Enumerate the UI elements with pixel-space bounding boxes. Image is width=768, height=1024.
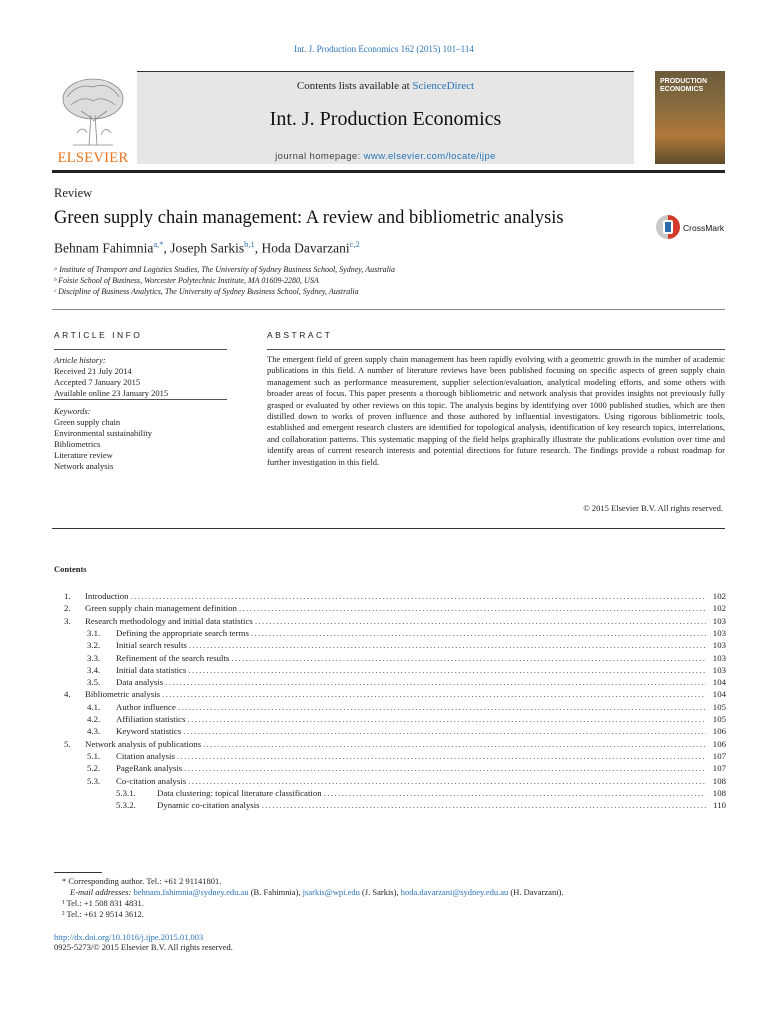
toc-entry[interactable] — [54, 776, 726, 788]
banner-top-rule — [137, 71, 634, 72]
abstract-rule — [267, 349, 725, 350]
author-affiliation-marker[interactable]: a,* — [153, 239, 164, 249]
toc-entry-title[interactable]: Initial data statistics — [116, 664, 187, 675]
toc-leader-dots — [162, 689, 706, 699]
toc-entry-number: 5. — [64, 738, 71, 749]
author-name[interactable]: Joseph Sarkis — [170, 240, 245, 256]
email-owner: (B. Fahimnia), — [248, 887, 303, 897]
footnote-2: ² Tel.: +61 2 9514 3612. — [62, 909, 144, 919]
toc-entry-number: 3.2. — [87, 640, 101, 651]
toc-entry[interactable] — [54, 665, 726, 677]
toc-entry-page[interactable]: 104 — [712, 689, 726, 700]
toc-entry-title[interactable]: Green supply chain management definition — [85, 603, 237, 614]
toc-entry-title[interactable]: Citation analysis — [116, 750, 175, 761]
toc-leader-dots — [203, 739, 706, 749]
abstract-heading: ABSTRACT — [267, 330, 333, 340]
toc-entry-number: 5.1. — [87, 750, 101, 761]
email-link[interactable]: jsarkis@wpi.edu — [302, 887, 360, 897]
toc-entry-title[interactable]: Co-citation analysis — [116, 775, 187, 786]
keyword: Literature review — [54, 450, 113, 460]
header-divider — [52, 170, 725, 173]
toc-entry-number: 3.4. — [87, 664, 101, 675]
article-title: Green supply chain management: A review and bibliometric analysis — [54, 208, 564, 228]
toc-leader-dots — [183, 726, 706, 736]
article-info-heading: ARTICLE INFO — [54, 330, 143, 340]
toc-entry[interactable] — [54, 677, 726, 689]
toc-entry-title[interactable]: Introduction — [85, 591, 129, 601]
doi-link[interactable]: http://dx.doi.org/10.1016/j.ijpe.2015.01.003 — [54, 932, 204, 942]
toc-entry[interactable] — [54, 726, 726, 738]
toc-entry-title[interactable]: Initial search results — [116, 640, 187, 651]
toc-leader-dots — [324, 788, 706, 798]
toc-leader-dots — [188, 776, 706, 786]
toc-entry-page[interactable]: 106 — [712, 738, 726, 749]
email-link[interactable]: hoda.davarzani@sydney.edu.au — [400, 887, 509, 897]
toc-entry[interactable] — [54, 739, 726, 751]
contents-heading: Contents — [54, 564, 87, 574]
author-name[interactable]: Hoda Davarzani — [261, 240, 350, 256]
contents-available-line — [137, 80, 634, 92]
toc-entry-title[interactable]: Data analysis — [116, 677, 164, 688]
author-list — [54, 239, 360, 257]
corresponding-author-note: * Corresponding author. Tel.: +61 2 91141801. — [62, 876, 222, 886]
toc-leader-dots — [188, 665, 706, 675]
toc-entry-number: 4. — [64, 689, 71, 700]
toc-entry-page[interactable]: 110 — [713, 800, 726, 811]
article-type: Review — [54, 186, 93, 200]
toc-entry-title[interactable]: Research methodology and initial data statistics — [85, 615, 253, 626]
toc-entry-page[interactable]: 107 — [712, 763, 726, 774]
contents-available-prefix: Contents lists available at — [296, 80, 413, 92]
author-affiliation-marker[interactable]: b,1 — [244, 239, 255, 249]
keywords-label: Keywords: — [54, 406, 91, 416]
toc-entry-title[interactable]: Defining the appropriate search terms — [116, 627, 249, 638]
keyword: Environmental sustainability — [54, 428, 152, 438]
toc-entry[interactable] — [54, 640, 726, 652]
toc-entry-page[interactable]: 103 — [712, 615, 726, 626]
toc-leader-dots — [262, 800, 706, 810]
history-accepted: Accepted 7 January 2015 — [54, 377, 141, 387]
email-label: E-mail addresses: — [70, 887, 134, 897]
footnote-1: ¹ Tel.: +1 508 831 4831. — [62, 898, 144, 908]
crossmark-icon — [654, 212, 682, 242]
toc-entry-number: 3.3. — [87, 652, 101, 663]
keyword: Bibliometrics — [54, 439, 101, 449]
toc-entry-number: 1. — [64, 591, 71, 601]
section-divider — [52, 528, 725, 529]
affiliation-b: ᵇ Foisie School of Business, Worcester Polytechnic Institute, MA 01609-2280, USA — [54, 276, 319, 285]
sciencedirect-link[interactable]: ScienceDirect — [412, 80, 475, 92]
abstract-body: The emergent field of green supply chain management has been rapidly evolving with a geometric growth in the number of academic publications in this field. A number of literature reviews have been published focusing on specific aspects of green supply chain management such as performance measurement, supplier selection/evaluation, analytical modeling efforts, and some others with broader areas of focus. This paper presents a thorough bibliometric and network analysis that provides insights not previously fully grasped or evaluated by other reviews on this topic. The analysis begins by identifying over 1000 published studies, which are then distilled down to works of proven influence and those authored by influential investigators. Using rigorous bibliometric tools, established and emergent research clusters are identified for topological analysis, identification of key research topics, interrelations, and collaboration patterns. This systematic mapping of the field helps graphically illustrate the publications evolution over time and identify areas of current research interests and potential directions for future research. The findings provide a robust roadmap for further investigation in this field. — [267, 354, 725, 467]
toc-entry-number: 5.2. — [87, 763, 101, 774]
journal-homepage-line — [137, 151, 634, 162]
toc-entry-page[interactable]: 105 — [712, 701, 726, 712]
keyword: Network analysis — [54, 461, 114, 471]
toc-entry-title[interactable]: Author influence — [116, 701, 176, 712]
toc-leader-dots — [239, 603, 706, 613]
toc-entry-page[interactable]: 103 — [712, 640, 726, 651]
toc-entry-page[interactable]: 102 — [712, 591, 726, 601]
affiliation-c: ᶜ Discipline of Business Analytics, The University of Sydney Business School, Sydney, Australia — [54, 287, 359, 296]
toc-entry-title[interactable]: Network analysis of publications — [85, 738, 202, 749]
toc-entry-title[interactable]: Affiliation statistics — [116, 714, 186, 724]
journal-cover-title: PRODUCTION ECONOMICS — [660, 78, 708, 93]
toc-leader-dots — [165, 677, 706, 687]
toc-entry-page[interactable]: 105 — [712, 714, 726, 724]
abstract-copyright: © 2015 Elsevier B.V. All rights reserved. — [583, 503, 723, 513]
toc-leader-dots — [255, 616, 706, 626]
toc-leader-dots — [187, 714, 706, 724]
toc-entry-number: 4.1. — [87, 701, 101, 712]
homepage-link[interactable]: www.elsevier.com/locate/ijpe — [363, 151, 496, 162]
toc-entry-number: 4.2. — [87, 714, 101, 724]
article-info-rule — [54, 399, 227, 400]
toc-entry-page[interactable]: 108 — [712, 787, 726, 798]
toc-entry[interactable] — [54, 689, 726, 701]
email-addresses — [70, 887, 564, 897]
toc-entry-number: 5.3.2. — [116, 800, 136, 811]
author-separator: , — [254, 240, 262, 256]
section-divider — [52, 309, 725, 310]
toc-entry-number: 3.1. — [87, 627, 101, 638]
toc-entry-page[interactable]: 103 — [712, 664, 726, 675]
toc-entry-title[interactable]: Keyword statistics — [116, 726, 182, 737]
affiliation-a: ᵃ Institute of Transport and Logistics Studies, The University of Sydney Business School, Sydney, Australia — [54, 265, 396, 274]
journal-title: Int. J. Production Economics — [269, 108, 502, 130]
history-received: Received 21 July 2014 — [54, 366, 132, 376]
toc-entry-page[interactable]: 107 — [712, 750, 726, 761]
toc-entry-number: 4.3. — [87, 726, 101, 737]
email-link[interactable]: behnam.fahimnia@sydney.edu.au — [133, 887, 249, 897]
toc-leader-dots — [184, 763, 706, 773]
toc-entry-page[interactable]: 103 — [712, 627, 726, 638]
toc-entry-title[interactable]: Bibliometric analysis — [85, 689, 161, 700]
toc-entry[interactable] — [54, 763, 726, 775]
toc-entry-number: 3.5. — [87, 677, 101, 688]
toc-leader-dots — [189, 640, 706, 650]
toc-entry[interactable] — [54, 616, 726, 628]
author-affiliation-marker[interactable]: c,2 — [349, 239, 360, 249]
toc-entry[interactable] — [54, 653, 726, 665]
homepage-prefix: journal homepage: — [275, 151, 364, 162]
toc-entry-page[interactable]: 106 — [712, 726, 726, 737]
toc-entry-page[interactable]: 104 — [712, 677, 726, 688]
toc-leader-dots — [251, 628, 706, 638]
article-history-label: Article history: — [54, 355, 106, 365]
toc-entry-number: 3. — [64, 615, 71, 626]
author-name[interactable]: Behnam Fahimnia — [54, 240, 154, 256]
toc-entry[interactable] — [54, 714, 726, 726]
toc-entry[interactable] — [54, 603, 726, 615]
keyword: Green supply chain — [54, 417, 121, 427]
issn-line: 0925-5273/© 2015 Elsevier B.V. All rights reserved. — [54, 942, 233, 952]
toc-entry-title[interactable]: Refinement of the search results — [116, 652, 230, 663]
crossmark-label: CrossMark — [683, 223, 725, 233]
toc-entry-title[interactable]: Dynamic co-citation analysis — [157, 800, 260, 811]
email-owner: (H. Davarzani). — [508, 887, 564, 897]
journal-reference-link[interactable]: Int. J. Production Economics 162 (2015) 101–114 — [294, 44, 474, 54]
toc-leader-dots — [178, 702, 706, 712]
toc-entry-title[interactable]: PageRank analysis — [116, 763, 183, 774]
footnote-rule — [54, 872, 102, 873]
toc-leader-dots — [131, 591, 707, 601]
toc-entry-page[interactable]: 108 — [712, 775, 726, 786]
toc-entry[interactable] — [54, 628, 726, 640]
elsevier-wordmark: ELSEVIER — [57, 150, 129, 166]
author-separator: , — [163, 240, 171, 256]
toc-entry-page[interactable]: 102 — [712, 603, 726, 614]
toc-entry[interactable] — [54, 702, 726, 714]
toc-entry-page[interactable]: 103 — [712, 652, 726, 663]
history-online: Available online 23 January 2015 — [54, 388, 169, 398]
toc-entry-number: 5.3.1. — [116, 787, 136, 798]
toc-leader-dots — [231, 653, 706, 663]
article-info-rule — [54, 349, 227, 350]
toc-entry[interactable] — [54, 800, 726, 812]
email-owner: (J. Sarkis), — [359, 887, 401, 897]
toc-entry-title[interactable]: Data clustering: topical literature classification — [157, 787, 322, 798]
toc-entry-number: 5.3. — [87, 775, 101, 786]
toc-entry-number: 2. — [64, 603, 71, 614]
toc-entry[interactable] — [54, 751, 726, 763]
toc-entry[interactable] — [54, 788, 726, 800]
toc-leader-dots — [177, 751, 706, 761]
toc-entry[interactable] — [54, 591, 726, 603]
